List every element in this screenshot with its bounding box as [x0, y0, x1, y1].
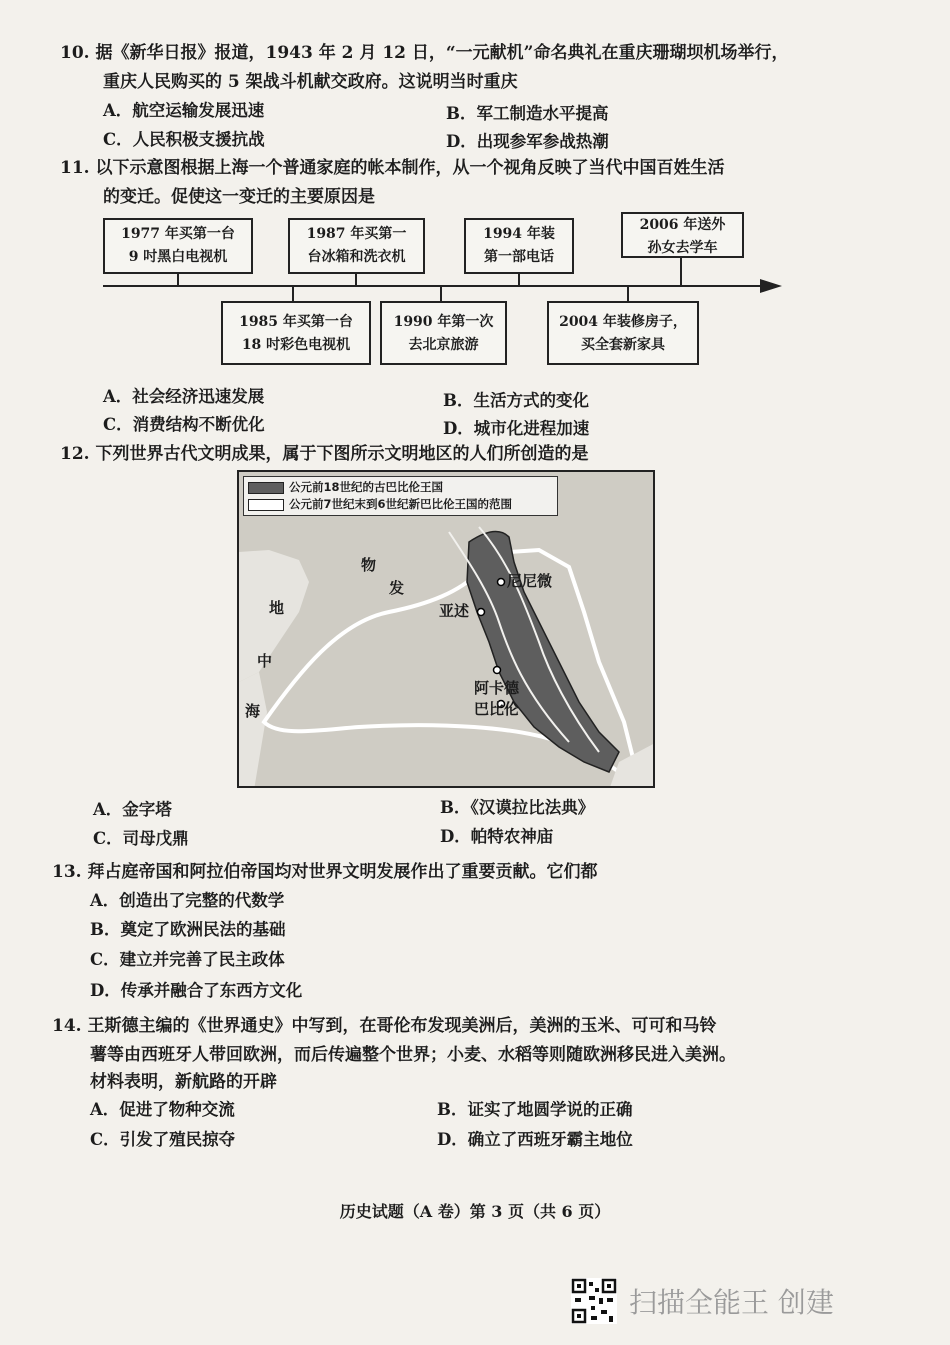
q12-number: 12.: [60, 444, 90, 464]
timeline-axis: [103, 285, 763, 287]
q13-stem-line1: 13. 拜占庭帝国和阿拉伯帝国均对世界文明发展作出了重要贡献。它们都: [52, 862, 598, 882]
q14-number: 14.: [52, 1016, 82, 1036]
q10-option-b[interactable]: B．军工制造水平提高: [446, 104, 609, 123]
mesopotamia-map: [237, 470, 655, 788]
legend-row-light: 公元前7世纪末到6世纪新巴比伦王国的范围: [248, 496, 553, 513]
map-graphic: [239, 472, 655, 788]
timeline-event-1987: 1987 年买第一 台冰箱和洗衣机: [288, 218, 425, 274]
q10-stem-line2: 重庆人民购买的 5 架战斗机献交政府。这说明当时重庆: [103, 72, 518, 92]
q13-option-c[interactable]: C．建立并完善了民主政体: [90, 950, 285, 969]
qr-code-icon: [571, 1278, 617, 1324]
q13-option-a[interactable]: A．创造出了完整的代数学: [90, 891, 285, 910]
scanner-watermark: 扫描全能王 创建: [629, 1286, 834, 1319]
map-label-assyria: 亚述: [439, 602, 470, 620]
map-label-wu: 物: [361, 556, 377, 574]
q13-option-d[interactable]: D．传承并融合了东西方文化: [90, 981, 303, 1000]
timeline-event-1994: 1994 年装 第一部电话: [464, 218, 574, 274]
q12-option-b[interactable]: B．《汉谟拉比法典》: [440, 798, 595, 817]
map-label-di: 地: [269, 599, 285, 617]
map-label-ninevah: 尼尼微: [507, 572, 553, 590]
map-legend: [243, 476, 558, 516]
timeline-event-1985: 1985 年买第一台 18 吋彩色电视机: [221, 301, 371, 365]
q14-option-c[interactable]: C．引发了殖民掠夺: [90, 1130, 236, 1149]
map-label-zhong: 中: [257, 652, 273, 670]
map-label-fa: 发: [389, 579, 405, 597]
timeline-event-2006: 2006 年送外 孙女去学车: [621, 212, 744, 258]
q11-option-c[interactable]: C．消费结构不断优化: [103, 415, 265, 434]
q11-option-d[interactable]: D．城市化进程加速: [443, 419, 590, 438]
q14-option-a[interactable]: A．促进了物种交流: [90, 1100, 235, 1119]
q10-option-a[interactable]: A．航空运输发展迅速: [103, 101, 265, 120]
q12-option-d[interactable]: D．帕特农神庙: [440, 827, 554, 846]
q11-stem-line1: 11. 以下示意图根据上海一个普通家庭的帐本制作，从一个视角反映了当代中国百姓生活: [60, 158, 725, 178]
q11-number: 11.: [60, 158, 90, 178]
q14-stem-line1: 14. 王斯德主编的《世界通史》中写到，在哥伦布发现美洲后，美洲的玉米、可可和马铃: [52, 1016, 717, 1036]
q12-option-c[interactable]: C．司母戊鼎: [93, 829, 189, 848]
q11-option-b[interactable]: B．生活方式的变化: [443, 391, 589, 410]
q12-option-a[interactable]: A．金字塔: [93, 800, 172, 819]
map-label-hai: 海: [245, 702, 261, 720]
q10-option-d[interactable]: D．出现参军参战热潮: [446, 132, 609, 151]
legend-swatch-light: [248, 499, 284, 511]
q10-option-c[interactable]: C．人民积极支援抗战: [103, 130, 265, 149]
timeline-arrowhead: [760, 279, 782, 293]
map-label-akkad: 阿卡德: [474, 679, 520, 697]
q11-stem-line2: 的变迁。促使这一变迁的主要原因是: [103, 187, 375, 207]
timeline-event-1990: 1990 年第一次 去北京旅游: [380, 301, 507, 365]
q12-stem-line1: 12. 下列世界古代文明成果，属于下图所示文明地区的人们所创造的是: [60, 444, 589, 464]
map-label-babylon: 巴比伦: [474, 700, 520, 718]
q10-stem-line1: 10. 据《新华日报》报道，1943 年 2 月 12 日，“一元献机”命名典礼在重庆珊瑚坝机场举行，: [60, 43, 789, 63]
page-footer: 历史试题（A 卷）第 3 页（共 6 页）: [339, 1202, 611, 1221]
q14-option-d[interactable]: D．确立了西班牙霸主地位: [437, 1130, 633, 1149]
timeline-event-1977: 1977 年买第一台 9 吋黑白电视机: [103, 218, 253, 274]
q14-option-b[interactable]: B．证实了地圆学说的正确: [437, 1100, 633, 1119]
q11-option-a[interactable]: A．社会经济迅速发展: [103, 387, 265, 406]
q13-option-b[interactable]: B．奠定了欧洲民法的基础: [90, 920, 286, 939]
q10-number: 10.: [60, 43, 90, 63]
legend-row-dark: 公元前18世纪的古巴比伦王国: [248, 479, 553, 496]
timeline-event-2004: 2004 年装修房子， 买全套新家具: [547, 301, 699, 365]
legend-swatch-dark: [248, 482, 284, 494]
q14-stem-line3: 材料表明，新航路的开辟: [90, 1072, 277, 1092]
q14-stem-line2: 薯等由西班牙人带回欧洲，而后传遍整个世界；小麦、水稻等则随欧洲移民进入美洲。: [90, 1045, 736, 1065]
q13-number: 13.: [52, 862, 82, 882]
